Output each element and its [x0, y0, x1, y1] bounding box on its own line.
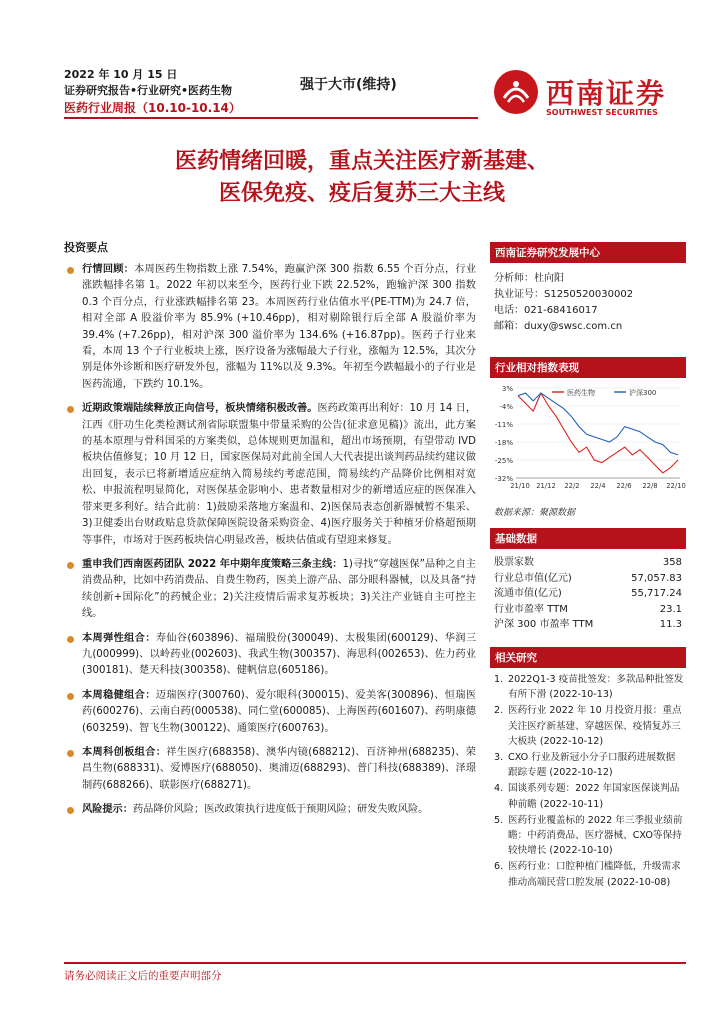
- basic-value: 11.3: [659, 619, 682, 631]
- company-logo: [494, 62, 674, 122]
- bullet-text: 本周医药生物指数上涨 7.54%，跑赢沪深 300 指数 6.55 个百分点，行业涨跌幅排名第 1。2022 年初以来至今，医药行业下跌 22.52%，跑输沪深 300 指数 0.3 个百分点，行业涨跌幅排名第 23。本周医药行业估值水平(PE-TTM)为 24.7 倍，相对全部 A 股溢价率为 85.9% (+10.46pp)，相对剔除银行后全部 A 股溢价率为 39.4% (+7.26pp)，相对沪深 300 溢价率为 134.6% (+16.87pp)。医药子行业来看，本周 13 个子行业板块上涨，医疗设备为涨幅最大子行业，涨幅为 12.5%，其次分别是体外诊断和医疗研发外包，涨幅为 11%以及 9.3%。年初至今跌幅最小的子行业是医药流通，下跌约 10.1%。: [82, 264, 477, 390]
- y-tick-label: -4%: [499, 403, 513, 411]
- series-line-医药生物: [518, 393, 678, 473]
- investment-points: [64, 262, 476, 827]
- basic-label: 流通市值(亿元): [494, 588, 562, 600]
- chart-source: 数据来源：聚源数据: [494, 508, 576, 518]
- item-number: 4.: [494, 783, 504, 795]
- rating: 强于大市(维持): [300, 77, 397, 93]
- basic-row: [490, 586, 686, 602]
- list-item[interactable]: [494, 703, 684, 749]
- bullet-text: 寿仙谷(603896)、福瑞股份(300049)、太极集团(600129)、华润三九(000999)、以岭药业(002603)、我武生物(300357)、海思科(002653)、佐力药业(300181)、楚天科技(300358)、健帆信息(605186)。: [82, 632, 477, 677]
- y-tick-label: -18%: [494, 439, 513, 447]
- item-text: 2022Q1-3 疫苗批签发：多款品种批签发有所下滑 (2022-10-13): [508, 673, 684, 701]
- basic-value: 358: [662, 557, 682, 568]
- research-center-bar: 西南证券研究发展中心: [490, 242, 686, 263]
- basic-value: 57,057.83: [631, 572, 682, 584]
- investment-heading: 投资要点: [64, 241, 108, 254]
- basic-label: 行业总市值(亿元): [494, 572, 572, 584]
- bullet-text: 1)寻找“穿越医保”品种之自主消费品种，比如中药消费品、自费生物药，医美上游产品、部分眼科器械，以及具备“持续创新+国际化”的药械企业；2)关注疫情后需求复苏板块；3)关注产业链自主可控主线。: [82, 558, 476, 620]
- report-category: 证券研究报告•行业研究•医药生物: [64, 84, 233, 97]
- logo-text-cn: 西南证券: [546, 77, 667, 110]
- item-number: 3.: [494, 751, 504, 763]
- bullet-lead: 本周稳健组合：: [82, 689, 156, 701]
- bullet-risk: [64, 802, 476, 818]
- related-research-list: [490, 668, 686, 890]
- x-tick-label: 21/10: [510, 482, 530, 490]
- y-tick-label: -25%: [494, 457, 513, 465]
- report-date: 2022 年 10 月 15 日: [64, 68, 178, 81]
- bullet-elastic-portfolio: [64, 631, 476, 680]
- y-tick-label: -32%: [494, 475, 513, 483]
- bullet-lead: 风险提示：: [82, 804, 133, 816]
- bullet-strategy: [64, 557, 476, 623]
- bullet-lead: 重申我们西南医药团队 2022 年中期年度策略三条主线：: [82, 558, 343, 570]
- list-item[interactable]: [494, 672, 684, 702]
- report-title-line1: 医药情绪回暖，重点关注医疗新基建、: [174, 148, 549, 174]
- sidebar: [490, 242, 686, 891]
- bullet-market-review: [64, 262, 476, 393]
- analyst-name: 分析师：杜向阳: [494, 273, 564, 284]
- bullet-lead: 近期政策端陆续释放正向信号，板块情绪积极改善。: [82, 403, 318, 415]
- report-title-line2: 医保免疫、疫后复苏三大主线: [218, 180, 505, 206]
- weekly-title: 医药行业周报（10.10-10.14）: [64, 101, 241, 115]
- item-text: 医药行业覆盖标的 2022 年三季报业绩前瞻：中药消费品、医疗器械、CXO等保持较快增长 (2022-10-10): [508, 814, 683, 857]
- x-tick-label: 22/6: [616, 482, 632, 490]
- legend-label: 医药生物: [567, 389, 595, 397]
- basic-row: [490, 571, 686, 587]
- analyst-info: [490, 263, 686, 335]
- bullet-text: 医药政策再出利好：10 月 14 日，江西《肝功生化类检测试剂省际联盟集中带量采购的公告(征求意见稿)》流出，此方案的基本原理与骨科国采的方案类似，总体规则更加温和，超出市场预期，有望带动 IVD 板块估值修复；10 月 12 日，国家医保局对此前全国人大代表提出谈判药品续约建议做出回复，表示已将新增适应症纳入简易续约考虑范围，简易续约产品降价比例相对宽松、申报流程明显简化，对医保基金影响小、患者数量相对少的新增适应症的医保准入带来更多利好。结合此前：1)鼓励采落地方案温和、2)医保局表态创新器械暂不集采、3)卫健委出台财政贴息贷款保障医院设备采购资金、4)医疗服务关于种植牙价格超预期等事件，市场对于医药板块信心明显改善，板块估值或有望迎来修复。: [82, 403, 477, 546]
- x-tick-label: 22/2: [564, 482, 580, 490]
- list-item[interactable]: [494, 781, 684, 811]
- list-item[interactable]: [494, 750, 684, 780]
- bullet-policy: [64, 401, 476, 549]
- list-item[interactable]: [494, 859, 684, 889]
- analyst-email[interactable]: 邮箱：duxy@swsc.com.cn: [494, 321, 623, 332]
- item-text: 国谈系列专题：2022 年国家医保谈判品种前瞻 (2022-10-11): [508, 783, 680, 810]
- list-item[interactable]: [494, 813, 684, 859]
- x-tick-label: 22/8: [642, 482, 658, 490]
- related-research-bar: 相关研究: [490, 647, 686, 668]
- x-tick-label: 21/12: [536, 482, 556, 490]
- basic-row: [490, 617, 686, 633]
- bullet-lead: 本周科创板组合：: [82, 746, 167, 758]
- logo-text-en: SOUTHWEST SECURITIES: [546, 108, 658, 117]
- item-number: 2.: [494, 705, 504, 717]
- x-tick-label: 22/10: [666, 482, 686, 490]
- header-divider: [64, 117, 478, 119]
- item-number: 5.: [494, 814, 504, 826]
- basic-value: 23.1: [659, 603, 682, 615]
- item-text: CXO 行业及新冠小分子口服药进展数据跟踪专题 (2022-10-12): [508, 751, 676, 779]
- basic-row: [490, 555, 686, 571]
- item-number: 1.: [494, 673, 504, 685]
- logo-emblem-icon: [494, 70, 538, 114]
- chart-section-bar: 行业相对指数表现: [490, 357, 686, 378]
- basic-value: 55,717.24: [631, 588, 682, 600]
- basic-data-bar: 基础数据: [490, 528, 686, 549]
- footer-divider: [64, 962, 686, 964]
- footer-disclaimer: 请务必阅读正文后的重要声明部分: [64, 970, 222, 982]
- bullet-star-portfolio: [64, 745, 476, 794]
- y-tick-label: -11%: [494, 421, 513, 429]
- bullet-text: 药品降价风险；医改政策执行进度低于预期风险；研发失败风险。: [132, 804, 429, 816]
- legend-label: 沪深300: [629, 389, 657, 397]
- x-tick-label: 22/4: [590, 482, 606, 490]
- basic-label: 股票家数: [494, 557, 534, 568]
- item-text: 医药行业：口腔种植门槛降低，升级需求推动高端民营口腔发展 (2022-10-08): [508, 861, 681, 888]
- basic-row: [490, 602, 686, 618]
- chart-svg: [490, 382, 686, 498]
- item-text: 医药行业 2022 年 10 月投资月报：重点关注医疗新基建、穿越医保、疫情复苏三大板块 (2022-10-12): [508, 705, 682, 747]
- item-number: 6.: [494, 861, 504, 873]
- basic-label: 沪深 300 市盈率 TTM: [494, 619, 594, 631]
- relative-index-chart: [490, 382, 686, 501]
- basic-data-table: [490, 549, 686, 633]
- bullet-text: 祥生医疗(688358)、澳华内镜(688212)、百济神州(688235)、荣昌生物(688331)、爱博医疗(688050)、奥浦迈(688293)、普门科技(688389)、泽璟制药(688266)、联影医疗(688271)。: [82, 746, 476, 791]
- bullet-lead: 行情回顾：: [82, 264, 135, 275]
- bullet-lead: 本周弹性组合：: [82, 632, 156, 644]
- analyst-phone: 电话：021-68416017: [494, 305, 598, 316]
- bullet-steady-portfolio: [64, 688, 476, 737]
- basic-label: 行业市盈率 TTM: [494, 603, 568, 615]
- analyst-license: 执业证号：S1250520030002: [494, 289, 634, 300]
- y-tick-label: 3%: [501, 385, 513, 393]
- bullet-text: 迈瑞医疗(300760)、爱尔眼科(300015)、爱美客(300896)、恒瑞医药(600276)、云南白药(000538)、同仁堂(600085)、上海医药(601607)、药明康德(603259)、智飞生物(300122)、通策医疗(600763)。: [82, 689, 477, 734]
